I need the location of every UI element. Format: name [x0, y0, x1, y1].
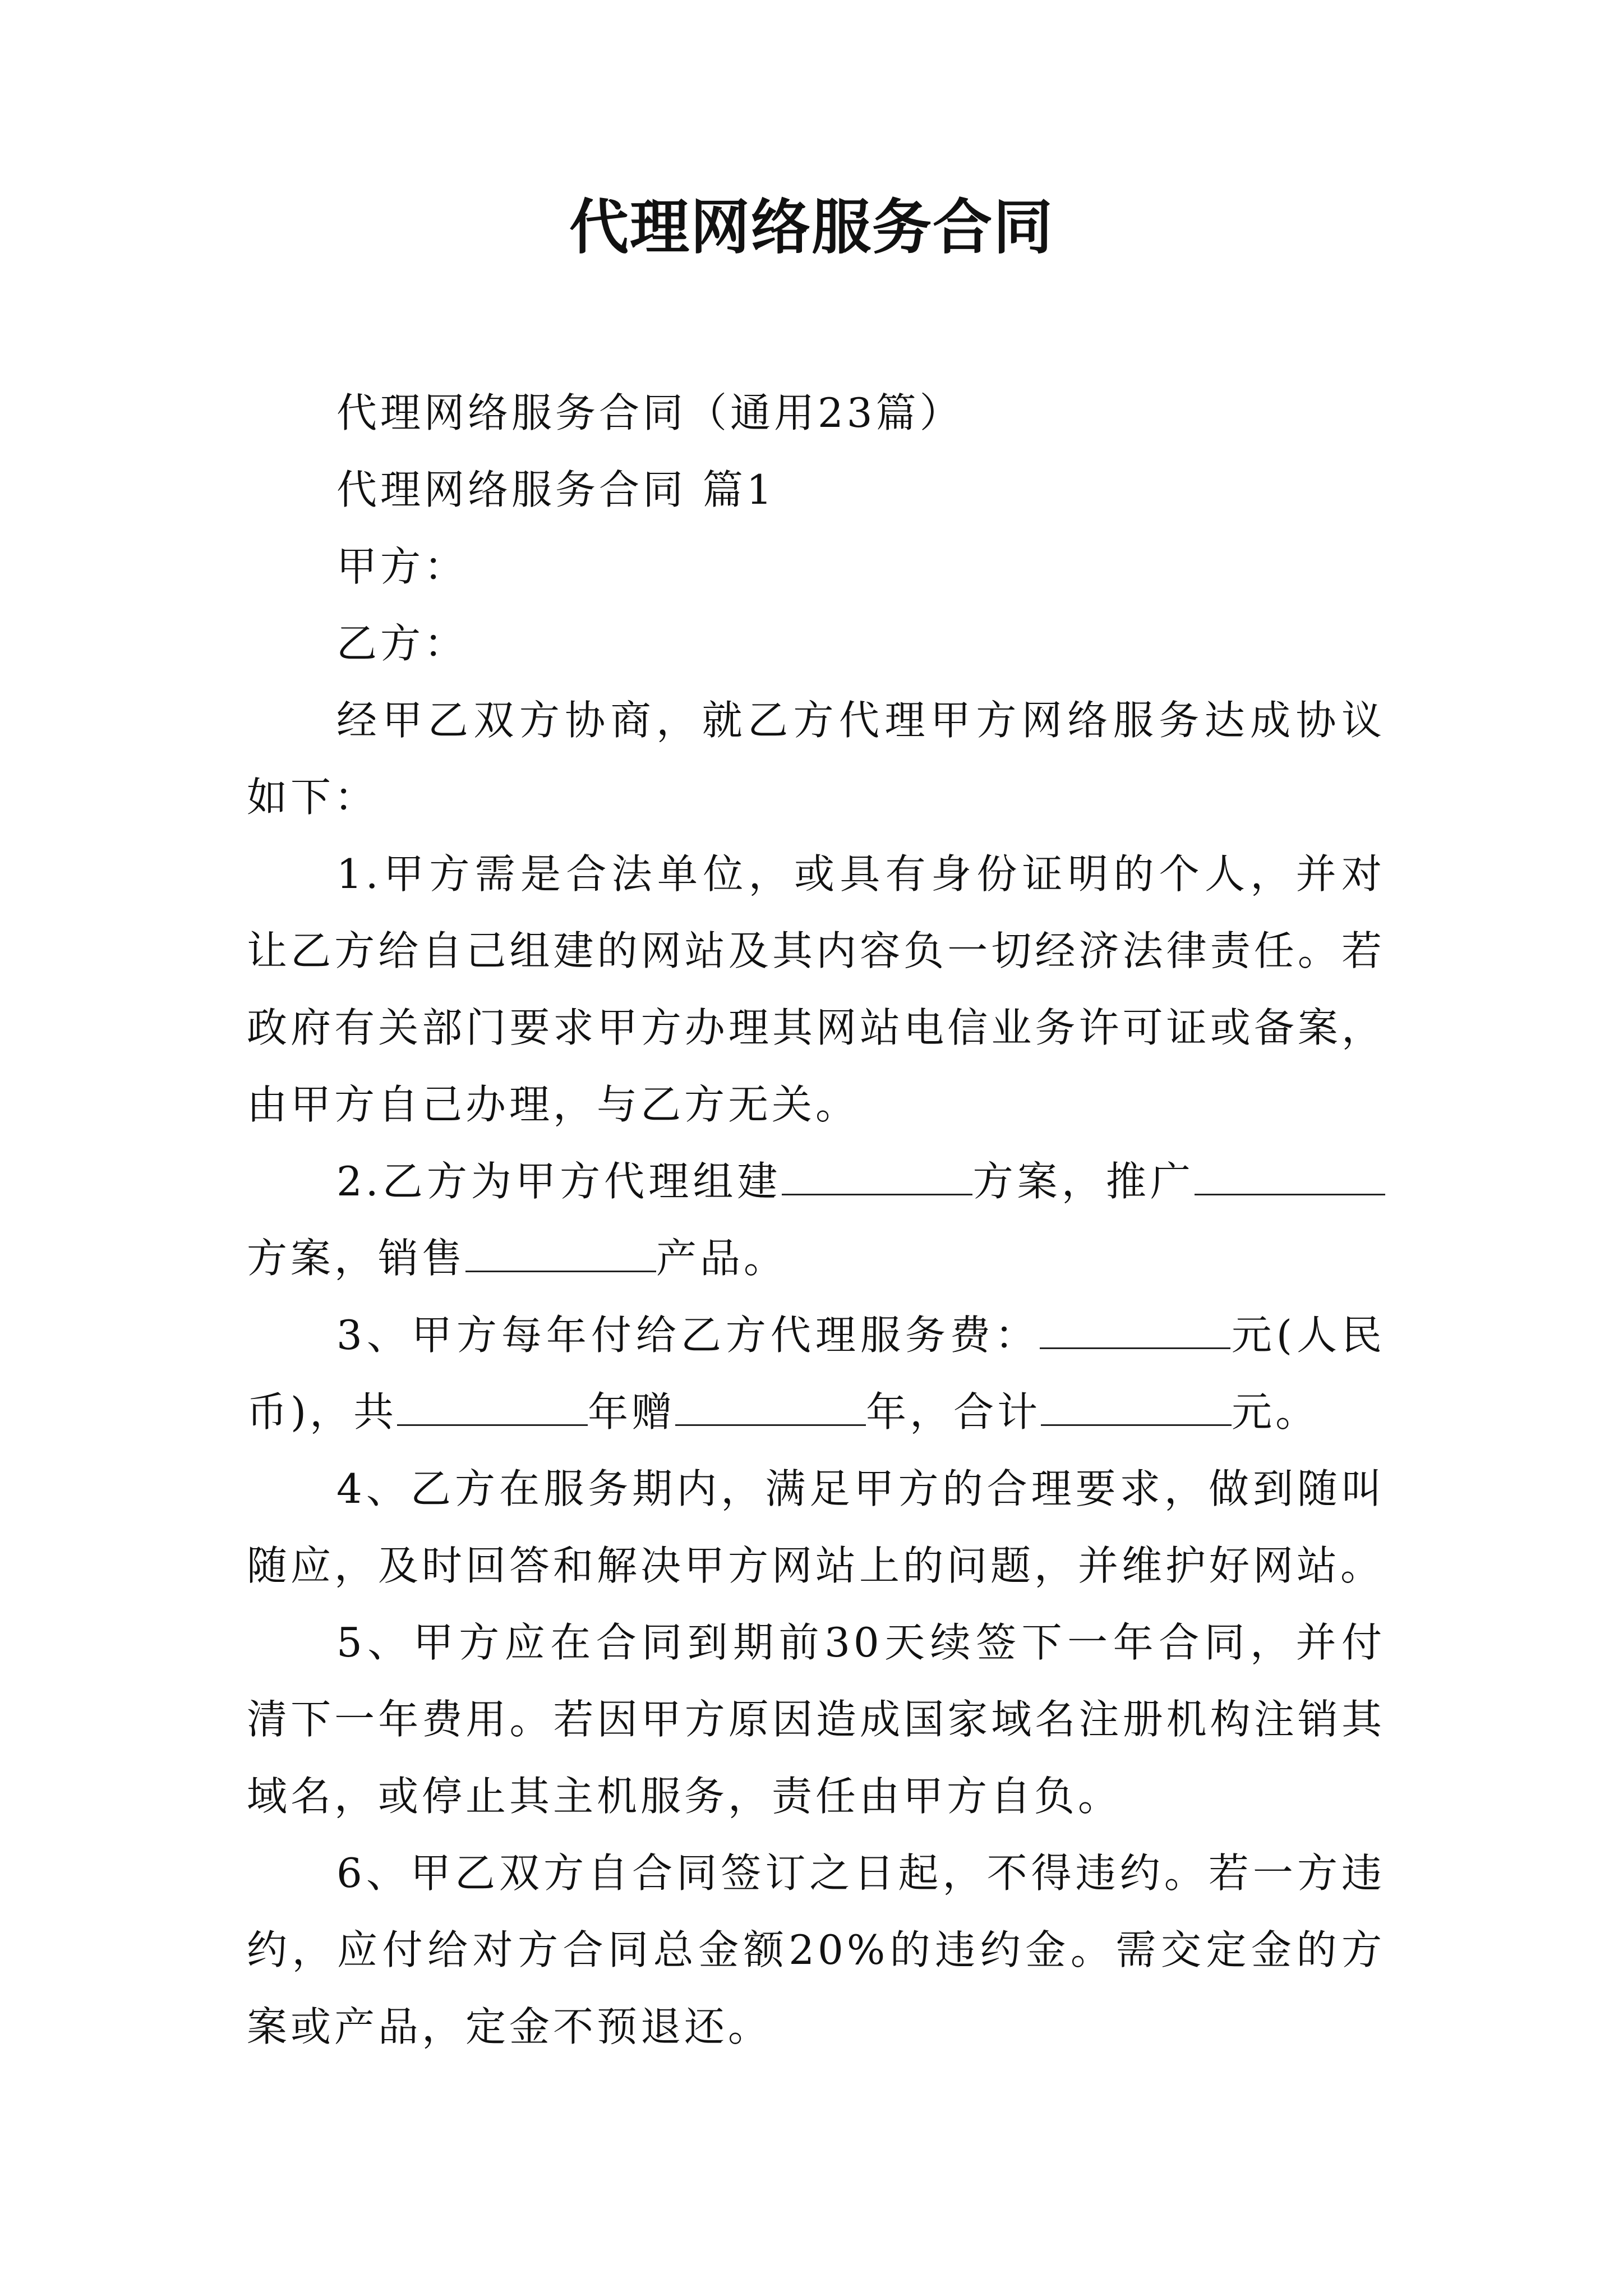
clause-3-text-2: 元(人民币)，共: [247, 1312, 1385, 1435]
clause-2-text-4: 产品。: [656, 1235, 788, 1282]
clause-1: 1.甲方需是合法单位，或具有身份证明的个人，并对让乙方给自己组建的网站及其内容负一切经济法律责任。若政府有关部门要求甲方办理其网站电信业务许可证或备案，由甲方自己办理，与乙方无关。: [247, 850, 1385, 1128]
clause-3-text-3: 年赠: [588, 1388, 676, 1435]
clause-3-text-4: 年，合计: [866, 1388, 1041, 1435]
fill-blank: [397, 1422, 588, 1426]
clause-3-text-1: 3、甲方每年付给乙方代理服务费：: [336, 1312, 1040, 1359]
clause-2: [247, 1143, 1385, 1297]
clause-2-text-2: 方案，推广: [972, 1158, 1195, 1205]
fill-blank: [1195, 1191, 1385, 1195]
fill-blank: [782, 1191, 972, 1195]
clause-6: 6、甲乙双方自合同签订之日起，不得违约。若一方违约，应付给对方合同总金额20%的违约金。需交定金的方案或产品，定金不预退还。: [247, 1849, 1385, 2050]
clause-4: 4、乙方在服务期内，满足甲方的合理要求，做到随叫随应，及时回答和解决甲方网站上的问题，并维护好网站。: [247, 1465, 1385, 1589]
document-subtitle: 代理网络服务合同（通用23篇）: [336, 389, 963, 436]
intro-paragraph: 经甲乙双方协商，就乙方代理甲方网络服务达成协议如下：: [247, 697, 1385, 821]
clause-5: 5、甲方应在合同到期前30天续签下一年合同，并付清下一年费用。若因甲方原因造成国家域名注册机构注销其域名，或停止其主机服务，责任由甲方自负。: [247, 1619, 1385, 1820]
fill-blank: [675, 1422, 866, 1426]
fill-blank: [1041, 1422, 1232, 1426]
party-a-label: 甲方：: [336, 543, 468, 590]
section-heading: 代理网络服务合同 篇1: [336, 466, 776, 513]
document-body: [247, 375, 1385, 2065]
party-b-label: 乙方：: [336, 620, 468, 667]
fill-blank: [465, 1268, 656, 1272]
fill-blank: [1040, 1345, 1230, 1349]
clause-2-text-1: 2.乙方为甲方代理组建: [336, 1158, 782, 1205]
clause-3: [247, 1297, 1385, 1451]
document-title: 代理网络服务合同: [569, 192, 1054, 262]
clause-3-text-5: 元。: [1232, 1388, 1320, 1435]
clause-2-text-3: 方案，销售: [247, 1235, 466, 1282]
